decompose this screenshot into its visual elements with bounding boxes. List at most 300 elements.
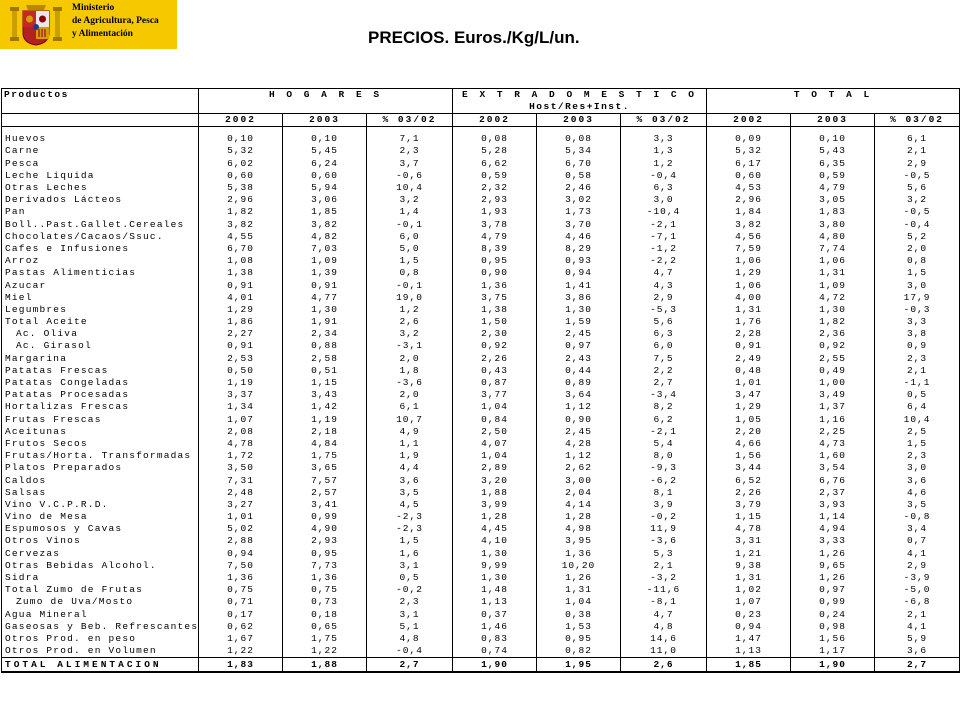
table-cell: -6,8 <box>875 596 960 608</box>
table-row <box>2 414 960 426</box>
table-cell: -11,6 <box>621 584 707 596</box>
table-cell: 0,83 <box>453 633 537 645</box>
table-cell: 0,51 <box>283 365 367 377</box>
table-cell: 1,8 <box>367 365 453 377</box>
product-label: Azucar <box>2 279 199 291</box>
table-row <box>2 560 960 572</box>
table-cell: 1,84 <box>707 206 791 218</box>
table-cell: -0,4 <box>875 219 960 231</box>
table-cell: 3,50 <box>199 462 283 474</box>
table-cell: 1,13 <box>707 645 791 658</box>
table-cell: 14,6 <box>621 633 707 645</box>
table-cell: 1,30 <box>537 304 621 316</box>
table-cell: 5,4 <box>621 438 707 450</box>
table-row <box>2 170 960 182</box>
product-label: Platos Preparados <box>2 462 199 474</box>
table-cell: 1,93 <box>453 206 537 218</box>
table-cell: 1,39 <box>283 267 367 279</box>
table-cell: 1,06 <box>707 255 791 267</box>
table-cell: 1,5 <box>367 255 453 267</box>
table-cell: 1,3 <box>621 145 707 157</box>
table-cell: 2,7 <box>367 658 453 673</box>
table-cell: 2,45 <box>537 426 621 438</box>
product-label: Pastas Alimenticias <box>2 267 199 279</box>
group-subheader-extradomestico: Host/Res+Inst. <box>453 101 707 114</box>
table-cell: 1,19 <box>199 377 283 389</box>
table-cell: 1,14 <box>791 511 875 523</box>
table-cell: 3,6 <box>875 474 960 486</box>
table-cell: 2,7 <box>875 658 960 673</box>
table-cell: 3,5 <box>875 499 960 511</box>
table-cell: -3,2 <box>621 572 707 584</box>
table-cell: 10,4 <box>875 414 960 426</box>
table-cell: 6,0 <box>621 340 707 352</box>
table-cell: 2,6 <box>621 658 707 673</box>
table-cell: 2,0 <box>875 243 960 255</box>
table-cell: 4,90 <box>283 523 367 535</box>
total-row-label: TOTAL ALIMENTACION <box>2 658 199 673</box>
table-cell: 4,00 <box>707 292 791 304</box>
total-row <box>2 658 960 673</box>
table-cell: 0,43 <box>453 365 537 377</box>
col-header-2002: 2002 <box>453 114 537 127</box>
product-label: Cervezas <box>2 548 199 560</box>
table-cell: 1,9 <box>367 450 453 462</box>
table-cell: 4,14 <box>537 499 621 511</box>
table-cell: 6,2 <box>621 414 707 426</box>
table-cell: 0,91 <box>199 340 283 352</box>
table-cell: 3,3 <box>621 133 707 145</box>
table-cell: 2,93 <box>283 535 367 547</box>
table-cell: 1,07 <box>707 596 791 608</box>
table-cell: 1,13 <box>453 596 537 608</box>
table-cell: 1,36 <box>453 279 537 291</box>
table-body <box>2 133 960 658</box>
table-cell: -0,6 <box>367 170 453 182</box>
table-cell: 1,28 <box>537 511 621 523</box>
table-cell: 1,05 <box>707 414 791 426</box>
table-cell: 4,66 <box>707 438 791 450</box>
table-row <box>2 194 960 206</box>
table-row <box>2 474 960 486</box>
table-cell: 0,49 <box>791 365 875 377</box>
table-cell: 6,4 <box>875 401 960 413</box>
table-cell: 1,07 <box>199 414 283 426</box>
table-cell: 3,77 <box>453 389 537 401</box>
table-cell: 3,0 <box>621 194 707 206</box>
table-row <box>2 584 960 596</box>
product-label: Cafes e Infusiones <box>2 243 199 255</box>
table-cell: 3,82 <box>707 219 791 231</box>
table-cell: 3,3 <box>875 316 960 328</box>
table-row <box>2 243 960 255</box>
table-row <box>2 511 960 523</box>
table-cell: 2,50 <box>453 426 537 438</box>
table-cell: -3,9 <box>875 572 960 584</box>
table-cell: 2,88 <box>199 535 283 547</box>
table-cell: 1,36 <box>283 572 367 584</box>
table-cell: 10,20 <box>537 560 621 572</box>
table-cell: 5,6 <box>875 182 960 194</box>
table-cell: 4,56 <box>707 231 791 243</box>
table-cell: 3,4 <box>875 523 960 535</box>
table-cell: 1,95 <box>537 658 621 673</box>
table-row <box>2 328 960 340</box>
table-cell: -8,1 <box>621 596 707 608</box>
table-cell: -0,2 <box>621 511 707 523</box>
table-row <box>2 279 960 291</box>
table-cell: 3,31 <box>707 535 791 547</box>
ministry-line: Ministerio <box>72 3 115 13</box>
table-cell: 1,22 <box>283 645 367 658</box>
table-cell: 3,82 <box>283 219 367 231</box>
table-cell: 3,99 <box>453 499 537 511</box>
table-cell: 1,1 <box>367 438 453 450</box>
table-cell: 2,43 <box>537 353 621 365</box>
table-cell: 1,36 <box>199 572 283 584</box>
table-cell: -2,3 <box>367 523 453 535</box>
table-cell: 1,73 <box>537 206 621 218</box>
table-cell: 3,9 <box>621 499 707 511</box>
table-cell: 2,20 <box>707 426 791 438</box>
table-cell: 3,6 <box>875 645 960 658</box>
table-cell: 3,7 <box>367 158 453 170</box>
product-label: Vino de Mesa <box>2 511 199 523</box>
table-cell: 3,00 <box>537 474 621 486</box>
table-cell: 1,59 <box>537 316 621 328</box>
table-cell: 0,91 <box>707 340 791 352</box>
table-cell: 11,9 <box>621 523 707 535</box>
product-label: Total Aceite <box>2 316 199 328</box>
table-cell: 6,1 <box>367 401 453 413</box>
table-cell: 0,75 <box>283 584 367 596</box>
table-cell: 7,5 <box>621 353 707 365</box>
table-cell: 2,36 <box>791 328 875 340</box>
table-cell: 5,2 <box>875 231 960 243</box>
product-label: Hortalizas Frescas <box>2 401 199 413</box>
table-cell: 6,0 <box>367 231 453 243</box>
table-cell: -3,6 <box>367 377 453 389</box>
table-cell: 1,56 <box>707 450 791 462</box>
table-cell: 0,10 <box>199 133 283 145</box>
table-cell: 1,83 <box>791 206 875 218</box>
table-cell: 1,29 <box>707 401 791 413</box>
product-label: Otros Vinos <box>2 535 199 547</box>
table-cell: 2,89 <box>453 462 537 474</box>
table-cell: 2,37 <box>791 487 875 499</box>
table-cell: 0,95 <box>453 255 537 267</box>
table-cell: 0,74 <box>453 645 537 658</box>
table-cell: 1,42 <box>283 401 367 413</box>
table-cell: -1,2 <box>621 243 707 255</box>
table-cell: 5,3 <box>621 548 707 560</box>
table-cell: 1,85 <box>707 658 791 673</box>
table-cell: 10,7 <box>367 414 453 426</box>
table-cell: 0,59 <box>791 170 875 182</box>
table-cell: 6,02 <box>199 158 283 170</box>
table-cell: 1,37 <box>791 401 875 413</box>
group-subheader-row <box>2 101 960 114</box>
table-row <box>2 487 960 499</box>
table-cell: 4,72 <box>791 292 875 304</box>
table-cell: 5,34 <box>537 145 621 157</box>
table-cell: 1,67 <box>199 633 283 645</box>
table-cell: 1,5 <box>875 438 960 450</box>
table-cell: 0,95 <box>283 548 367 560</box>
table-cell: 1,90 <box>791 658 875 673</box>
table-cell: 0,92 <box>453 340 537 352</box>
product-label: Chocolates/Cacaos/Ssuc. <box>2 231 199 243</box>
table-cell: 0,99 <box>791 596 875 608</box>
table-cell: 2,9 <box>875 560 960 572</box>
table-cell: 1,72 <box>199 450 283 462</box>
col-header-2003: 2003 <box>283 114 367 127</box>
product-label: Miel <box>2 292 199 304</box>
table-row <box>2 621 960 633</box>
product-label: Derivados Lácteos <box>2 194 199 206</box>
table-cell: 2,7 <box>621 377 707 389</box>
table-cell: 2,9 <box>875 158 960 170</box>
table-cell: 0,93 <box>537 255 621 267</box>
table-cell: 2,62 <box>537 462 621 474</box>
table-cell: 1,36 <box>537 548 621 560</box>
table-cell: 5,0 <box>367 243 453 255</box>
table-cell: 0,71 <box>199 596 283 608</box>
table-cell: 1,5 <box>367 535 453 547</box>
table-cell: 2,96 <box>707 194 791 206</box>
table-cell: 5,9 <box>875 633 960 645</box>
table-cell: 0,84 <box>453 414 537 426</box>
table-row <box>2 633 960 645</box>
table-cell: 1,30 <box>791 304 875 316</box>
table-cell: 0,18 <box>283 609 367 621</box>
table-cell: 1,28 <box>453 511 537 523</box>
table-cell: 3,43 <box>283 389 367 401</box>
table-cell: -3,6 <box>621 535 707 547</box>
table-cell: 4,46 <box>537 231 621 243</box>
table-cell: 1,2 <box>367 304 453 316</box>
product-label: Ac. Girasol <box>2 340 199 352</box>
table-cell: 6,17 <box>707 158 791 170</box>
table-cell: 4,84 <box>283 438 367 450</box>
table-cell: 1,31 <box>707 572 791 584</box>
table-cell: 8,29 <box>537 243 621 255</box>
table-cell: 4,3 <box>621 279 707 291</box>
table-cell: 9,38 <box>707 560 791 572</box>
table-cell: 3,2 <box>367 328 453 340</box>
table-cell: 0,90 <box>537 414 621 426</box>
table-cell: 4,28 <box>537 438 621 450</box>
product-label: Frutos Secos <box>2 438 199 450</box>
table-cell: 3,95 <box>537 535 621 547</box>
table-cell: 6,70 <box>199 243 283 255</box>
table-row <box>2 304 960 316</box>
table-cell: 5,02 <box>199 523 283 535</box>
table-cell: 1,60 <box>791 450 875 462</box>
table-cell: 1,01 <box>199 511 283 523</box>
table-cell: 5,32 <box>199 145 283 157</box>
table-cell: -10,4 <box>621 206 707 218</box>
table-cell: 5,28 <box>453 145 537 157</box>
table-cell: 1,31 <box>791 267 875 279</box>
table-cell: 0,24 <box>791 609 875 621</box>
table-cell: 0,94 <box>199 548 283 560</box>
table-cell: -1,1 <box>875 377 960 389</box>
col-header-2003: 2003 <box>791 114 875 127</box>
table-cell: 3,02 <box>537 194 621 206</box>
table-cell: 1,08 <box>199 255 283 267</box>
table-cell: 1,06 <box>707 279 791 291</box>
table-cell: 19,0 <box>367 292 453 304</box>
col-header-2003: 2003 <box>537 114 621 127</box>
table-row <box>2 145 960 157</box>
product-label: Otras Leches <box>2 182 199 194</box>
table-cell: 0,91 <box>199 279 283 291</box>
table-cell: 0,97 <box>791 584 875 596</box>
table-cell: 4,45 <box>453 523 537 535</box>
table-cell: 0,7 <box>875 535 960 547</box>
table-cell: 7,57 <box>283 474 367 486</box>
table-cell: 1,76 <box>707 316 791 328</box>
col-header-2002: 2002 <box>199 114 283 127</box>
table-cell: 0,10 <box>791 133 875 145</box>
table-cell: 4,94 <box>791 523 875 535</box>
table-row <box>2 645 960 658</box>
table-cell: 1,90 <box>453 658 537 673</box>
table-cell: 1,48 <box>453 584 537 596</box>
product-label: Gaseosas y Beb. Refrescantes <box>2 621 199 633</box>
table-cell: 4,5 <box>367 499 453 511</box>
group-header-extradomestico: E X T R A D O M E S T I C O <box>453 89 707 102</box>
table-cell: 9,99 <box>453 560 537 572</box>
table-cell: 0,94 <box>707 621 791 633</box>
table-cell: 4,8 <box>367 633 453 645</box>
group-header-row <box>2 89 960 102</box>
table-cell: 0,9 <box>875 340 960 352</box>
table-cell: 1,88 <box>453 487 537 499</box>
table-cell: 7,1 <box>367 133 453 145</box>
product-label: Patatas Congeladas <box>2 377 199 389</box>
table-cell: -0,3 <box>875 304 960 316</box>
table-cell: 0,08 <box>537 133 621 145</box>
table-row <box>2 219 960 231</box>
table-cell: -0,1 <box>367 219 453 231</box>
table-cell: 0,87 <box>453 377 537 389</box>
ministry-line: de Agricultura, Pesca <box>72 16 159 26</box>
table-cell: -0,2 <box>367 584 453 596</box>
product-label: Espumosos y Cavas <box>2 523 199 535</box>
table-cell: 2,18 <box>283 426 367 438</box>
table-cell: 6,76 <box>791 474 875 486</box>
table-cell: -0,4 <box>621 170 707 182</box>
table-cell: 3,37 <box>199 389 283 401</box>
table-cell: 4,73 <box>791 438 875 450</box>
product-label: Total Zumo de Frutas <box>2 584 199 596</box>
table-cell: -0,5 <box>875 206 960 218</box>
table-cell: -2,1 <box>621 426 707 438</box>
table-cell: 3,6 <box>367 474 453 486</box>
table-cell: 4,55 <box>199 231 283 243</box>
table-cell: -2,3 <box>367 511 453 523</box>
table-cell: 6,24 <box>283 158 367 170</box>
table-cell: 7,59 <box>707 243 791 255</box>
table-row <box>2 340 960 352</box>
table-cell: 1,2 <box>621 158 707 170</box>
table-cell: 2,6 <box>367 316 453 328</box>
table-cell: 3,78 <box>453 219 537 231</box>
table-cell: 4,07 <box>453 438 537 450</box>
table-cell: 6,1 <box>875 133 960 145</box>
table-cell: 1,04 <box>453 450 537 462</box>
table-cell: 2,27 <box>199 328 283 340</box>
table-row <box>2 596 960 608</box>
table-cell: 5,43 <box>791 145 875 157</box>
product-label: Zumo de Uva/Mosto <box>2 596 199 608</box>
product-label: Huevos <box>2 133 199 145</box>
product-label: Otras Bebidas Alcohol. <box>2 560 199 572</box>
table-cell: 2,26 <box>453 353 537 365</box>
table-row <box>2 548 960 560</box>
table-cell: 4,8 <box>621 621 707 633</box>
table-cell: 2,49 <box>707 353 791 365</box>
table-cell: 0,97 <box>537 340 621 352</box>
table-cell: 2,48 <box>199 487 283 499</box>
table-cell: 8,0 <box>621 450 707 462</box>
table-cell: 1,26 <box>791 548 875 560</box>
table-cell: 7,73 <box>283 560 367 572</box>
table-cell: 3,64 <box>537 389 621 401</box>
table-cell: 1,22 <box>199 645 283 658</box>
table-row <box>2 267 960 279</box>
table-cell: 1,17 <box>791 645 875 658</box>
table-cell: 3,54 <box>791 462 875 474</box>
table-cell: 7,74 <box>791 243 875 255</box>
table-cell: 9,65 <box>791 560 875 572</box>
col-header-pct: % 03/02 <box>621 114 707 127</box>
table-cell: 4,77 <box>283 292 367 304</box>
table-cell: 1,02 <box>707 584 791 596</box>
table-cell: 3,47 <box>707 389 791 401</box>
table-cell: 0,8 <box>367 267 453 279</box>
table-cell: -6,2 <box>621 474 707 486</box>
table-cell: 1,19 <box>283 414 367 426</box>
table-cell: 1,16 <box>791 414 875 426</box>
table-cell: 3,27 <box>199 499 283 511</box>
table-cell: 6,62 <box>453 158 537 170</box>
table-cell: 2,58 <box>283 353 367 365</box>
table-cell: 7,50 <box>199 560 283 572</box>
table-cell: 4,1 <box>875 548 960 560</box>
table-cell: 2,57 <box>283 487 367 499</box>
table-row <box>2 535 960 547</box>
table-cell: 1,34 <box>199 401 283 413</box>
table-cell: 1,56 <box>791 633 875 645</box>
product-label: Patatas Procesadas <box>2 389 199 401</box>
table-cell: 2,45 <box>537 328 621 340</box>
product-label: Margarina <box>2 353 199 365</box>
table-cell: 1,01 <box>707 377 791 389</box>
table-cell: 2,9 <box>621 292 707 304</box>
table-cell: 2,3 <box>875 353 960 365</box>
product-label: Arroz <box>2 255 199 267</box>
table-cell: 1,47 <box>707 633 791 645</box>
table-row <box>2 572 960 584</box>
table-cell: 7,03 <box>283 243 367 255</box>
table-cell: 8,2 <box>621 401 707 413</box>
table-cell: 2,46 <box>537 182 621 194</box>
table-cell: 1,82 <box>791 316 875 328</box>
table-cell: 0,82 <box>537 645 621 658</box>
